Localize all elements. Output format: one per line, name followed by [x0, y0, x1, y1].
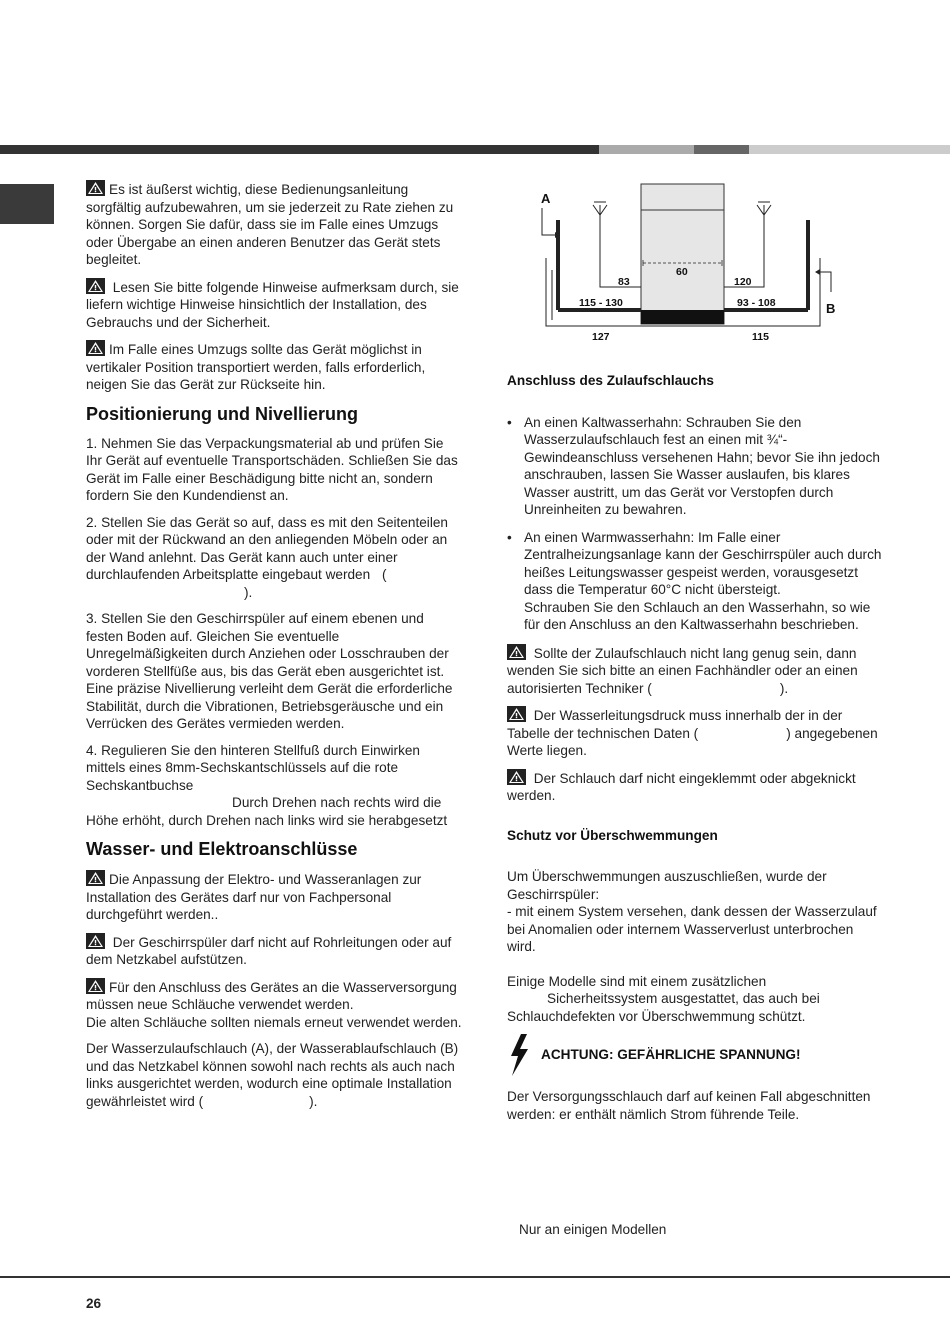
section-title-connections: Wasser- und Elektroanschlüsse	[86, 839, 358, 859]
list-item	[507, 414, 885, 519]
list-item	[507, 529, 885, 634]
warning-icon	[86, 978, 105, 994]
intro-paragraph-3	[86, 340, 462, 394]
reference-close: ).	[244, 584, 253, 600]
footer-rule	[0, 1276, 950, 1278]
inlet-note-3-text: Der Schlauch darf nicht eingeklemmt oder abgeknickt werden.	[507, 770, 856, 803]
dimension-120: 120	[734, 276, 752, 288]
header-bar-dark	[0, 145, 599, 154]
left-faucet-icon	[593, 202, 607, 220]
positioning-step-2	[86, 514, 462, 602]
connection-warning-1-text: Die Anpassung der Elektro- und Wasseranlagen zur Installation des Gerätes darf nur von Fachpersonal durchgeführt werden..	[86, 872, 422, 922]
reference-close: )	[786, 725, 791, 741]
warning-icon	[86, 340, 105, 356]
installation-diagram	[527, 180, 847, 350]
flood-text-1: Um Überschwemmungen auszuschließen, wurde der Geschirrspüler:	[507, 869, 827, 902]
positioning-step-4-text-a: 4. Regulieren Sie den hinteren Stellfuß durch Einwirken mittels eines 8mm-Sechskantschlüssels auf die rote Sechskantbuchse	[86, 742, 420, 793]
warning-icon	[86, 933, 105, 949]
connection-warning-3-text: Für den Anschluss des Gerätes an die Wasserversorgung müssen neue Schläuche verwendet werden.	[86, 979, 457, 1012]
right-column	[507, 372, 885, 1132]
dimension-115-130: 115 - 130	[579, 297, 623, 309]
positioning-step-1: 1. Nehmen Sie das Verpackungsmaterial ab und prüfen Sie Ihr Gerät auf eventuelle Transportschäden. Schließen Sie das Gerät im Falle einer Beschädigung bitte nicht an, sondern fordern Sie den Kundendienst an.	[86, 435, 458, 503]
positioning-step-4-text-b: Durch Drehen nach rechts wird die Höhe erhöht, durch Drehen nach links wird sie herabgesetzt	[86, 795, 448, 828]
warning-icon	[86, 870, 105, 886]
warning-icon	[86, 278, 105, 294]
flood-text-3b: Sicherheitssystem ausgestattet, das auch bei Schlauchdefekten vor Überschwemmung schützt.	[507, 991, 820, 1024]
language-tab	[0, 184, 54, 224]
inlet-note-1-text: Sollte der Zulaufschlauch nicht lang genug sein, dann wenden Sie sich bitte an einen Fachhändler oder an einen autorisierten Techniker	[507, 645, 858, 696]
connection-warning-3	[86, 978, 462, 1032]
positioning-step-2-text: 2. Stellen Sie das Gerät so auf, dass es mit den Seitenteilen oder mit der Rückwand an den anliegenden Möbeln oder an der Wand anlehnt. Das Gerät kann auch unter einer durchlaufenden Arbeitsplatte eingebaut werden	[86, 514, 448, 582]
section-title-positioning: Positionierung und Nivellierung	[86, 403, 359, 424]
dimension-83: 83	[618, 276, 630, 288]
reference-close: ).	[309, 1093, 318, 1109]
positioning-step-4	[86, 742, 462, 830]
intro-text-2: Lesen Sie bitte folgende Hinweise aufmerksam durch, sie liefern wichtige Hinweise hinsichtlich der Installation, des Gebrauchs und der Sicherheit.	[86, 279, 459, 330]
connection-warning-3-text-b: Die alten Schläuche sollten niemals erneut verwendet werden.	[86, 1014, 462, 1030]
left-column	[86, 180, 462, 1119]
section-title-flood-protection: Schutz vor Überschwemmungen	[507, 827, 718, 843]
inlet-note-2-text: Der Wasserleitungsdruck muss innerhalb der in der Tabelle der technischen Daten	[507, 708, 843, 741]
bullet: •	[507, 414, 512, 430]
header-bar-light	[599, 145, 694, 154]
intro-paragraph-2	[86, 278, 462, 332]
dimension-115: 115	[752, 331, 769, 343]
inlet-note-1	[507, 644, 885, 698]
hose-orientation-paragraph	[86, 1040, 462, 1110]
warning-icon	[507, 769, 526, 785]
danger-text: Der Versorgungsschlauch darf auf keinen Fall abgeschnitten werden: er enthält nämlich Strom führende Teile.	[507, 1089, 871, 1122]
reference-close: ).	[779, 680, 789, 696]
hot-water-text-b: Schrauben Sie den Schlauch an den Wasserhahn, so wie für den Anschluss an den Kaltwasserhahn beschrieben.	[524, 599, 871, 632]
reference-open: (	[693, 725, 699, 741]
header-bar-pale	[749, 145, 950, 154]
warning-icon	[507, 644, 526, 660]
flood-text-3a: Einige Modelle sind mit einem zusätzlichen	[507, 973, 767, 989]
warning-icon	[86, 180, 105, 196]
intro-text-1: Es ist äußerst wichtig, diese Bedienungsanleitung sorgfältig aufzubewahren, um sie jederzeit zu Rate ziehen zu können. Sorgen Sie dafür, dass sie im Falle eines Umzugs oder Übergabe an einen anderen Benutzer das Gerät stets begleitet.	[86, 182, 454, 267]
intro-text-3: Im Falle eines Umzugs sollte das Gerät möglichst in vertikaler Position transportiert werden, falls erforderlich, neigen Sie das Gerät zur Rückseite hin.	[86, 342, 426, 392]
hot-water-text: An einen Warmwasserhahn: Im Falle einer Zentralheizungsanlage kann der Geschirrspüler auch durch heißes Leitungswasser gespeist werden, vorausgesetzt dass die Temperatur 60°C nicht übersteigt.	[524, 529, 882, 597]
inlet-note-2-text-b: angegebenen Werte liegen.	[507, 725, 878, 758]
warning-icon	[507, 706, 526, 722]
inlet-hose-list	[507, 414, 885, 634]
connection-warning-2	[86, 933, 462, 969]
page-number: 26	[86, 1296, 102, 1311]
bullet: •	[507, 529, 512, 545]
intro-paragraph-1	[86, 180, 462, 269]
danger-warning	[507, 1034, 885, 1076]
reference-open: (	[647, 680, 652, 696]
right-faucet-icon	[757, 202, 771, 220]
dimension-127: 127	[592, 331, 610, 343]
danger-title: ACHTUNG: GEFÄHRLICHE SPANNUNG!	[541, 1047, 801, 1063]
flood-paragraph-2	[507, 973, 885, 1026]
flood-paragraph-1	[507, 868, 885, 956]
header-bar-mid	[694, 145, 749, 154]
hose-orientation-text: Der Wasserzulaufschlauch (A), der Wasserablaufschlauch (B) und das Netzkabel können sowohl nach rechts als auch nach links ausgerichtet werden, wodurch eine optimale Installation gewährleistet wird	[86, 1041, 459, 1109]
cold-water-text: An einen Kaltwasserhahn: Schrauben Sie den Wasserzulaufschlauch fest an einen mit ¾“-Gewindeanschluss versehenen Hahn; bevor Sie ihn jedoch anschrauben, lassen Sie Wasser auslaufen, bis klares Wasser austritt, um das Gerät vor Verstopfen durch Unreinheiten zu bewahren.	[524, 414, 880, 517]
section-title-inlet-hose: Anschluss des Zulaufschlauchs	[507, 373, 714, 388]
label-b: B	[826, 301, 836, 316]
dimension-60: 60	[676, 266, 688, 278]
reference-open: (	[381, 567, 387, 582]
inlet-note-3	[507, 769, 885, 805]
reference-open: (	[198, 1093, 204, 1109]
inlet-note-2	[507, 706, 885, 760]
flood-text-2: - mit einem System versehen, dank dessen der Wasserzulauf bei Anomalien oder internem Wasserverlust unterbrochen wird.	[507, 904, 877, 954]
dimension-93-108: 93 - 108	[737, 297, 776, 309]
lightning-icon	[507, 1034, 531, 1076]
label-a: A	[541, 191, 551, 206]
footnote: Nur an einigen Modellen	[519, 1222, 667, 1237]
connection-warning-1	[86, 870, 462, 924]
connection-warning-2-text: Der Geschirrspüler darf nicht auf Rohrleitungen oder auf dem Netzkabel aufstützen.	[86, 934, 452, 967]
positioning-step-3: 3. Stellen Sie den Geschirrspüler auf einem ebenen und festen Boden auf. Gleichen Sie eventuelle Unregelmäßigkeiten durch Anziehen oder Losschrauben der vorderen Stellfüße aus, bis das Gerät eben ausgerichtet ist. Eine präzise Nivellierung verleiht dem Gerät die erforderliche Stabilität, durch die Vibrationen, Betriebsgeräusche und ein Verrücken des Gerätes vermieden werden.	[86, 611, 453, 731]
